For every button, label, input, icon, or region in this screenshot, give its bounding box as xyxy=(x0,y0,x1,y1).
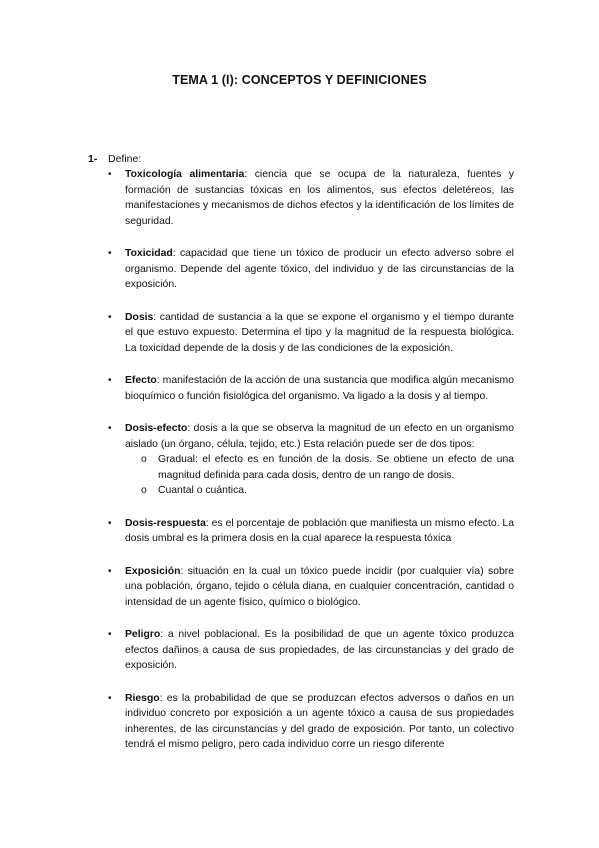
list-item xyxy=(108,246,514,293)
list-item xyxy=(108,516,514,547)
definition-term: Riesgo xyxy=(125,692,160,704)
list-item xyxy=(108,167,514,229)
list-item xyxy=(108,691,514,753)
sub-item-text: Cuantal o cuántica. xyxy=(158,485,247,496)
definition-term: Peligro xyxy=(125,629,161,640)
definition-text: : capacidad que tiene un tóxico de producir un efecto adverso sobre el organismo. Depende del agente tóxico, del individuo y de las circunstancias de la exposición. xyxy=(125,248,514,290)
definition-term: Dosis-efecto xyxy=(125,423,188,434)
section-number: 1- xyxy=(88,153,98,165)
definition-text: : es la probabilidad de que se produzcan efectos adversos o daños en un individuo concreto por exposición a un agente tóxico a causa de sus propiedades inherentes, de las circunstancias y del grado de exposición. Por tanto, un colectivo tendrá el mismo peligro, pero cada individuo corre un riesgo diferente xyxy=(125,692,514,750)
definition-text: : cantidad de sustancia a la que se expone el organismo y el tiempo durante el que estuvo expuesto. Determina el tipo y la magnitud de la respuesta biológica. La toxicidad depende de la dosis y de las condiciones de la exposición. xyxy=(125,311,514,354)
bullet-icon: • xyxy=(108,517,112,529)
sub-list-item xyxy=(141,452,514,483)
bullet-icon: • xyxy=(108,169,112,180)
definition-text: : situación en la cual un tóxico puede incidir (por cualquier vía) sobre una población, órgano, tejido o célula diana, en cualquier concentración, cantidad o intensidad de un agente físico, químico o biológico. xyxy=(125,565,514,608)
list-item xyxy=(108,627,514,674)
section-label: Define: xyxy=(108,153,142,165)
definition-term: Exposición xyxy=(125,565,181,577)
bullet-icon: • xyxy=(108,692,112,704)
definition-term: Dosis xyxy=(125,311,154,323)
bullet-icon: • xyxy=(108,375,112,386)
bullet-icon: • xyxy=(108,248,112,259)
definitions-list xyxy=(0,167,599,770)
definition-term: Toxicología alimentaria xyxy=(125,169,245,180)
page-title: TEMA 1 (I): CONCEPTOS Y DEFINICIONES xyxy=(172,73,427,87)
bullet-icon: • xyxy=(108,311,112,323)
list-item xyxy=(108,564,514,611)
definition-term: Dosis-respuesta xyxy=(125,517,206,529)
definition-text: : manifestación de la acción de una sustancia que modifica algún mecanismo bioquímico o función fisiológica del organismo. Va ligado a la dosis y al tiempo. xyxy=(125,375,514,402)
definition-term: Toxicidad xyxy=(125,248,173,259)
definition-text: : a nivel poblacional. Es la posibilidad de que un agente tóxico produzca efectos dañinos a causa de sus propiedades, de las circunstancias y del grado de exposición. xyxy=(125,629,514,671)
definition-text: : ciencia que se ocupa de la naturaleza, fuentes y formación de sustancias tóxicas en los alimentos, sus efectos deletéreos, las manifestaciones y mecanismos de dichos efectos y la identificación de los límites de seguridad. xyxy=(125,169,514,227)
bullet-icon: • xyxy=(108,423,112,434)
bullet-icon: • xyxy=(108,565,112,577)
bullet-icon: • xyxy=(108,629,112,640)
sub-list-item xyxy=(141,483,514,499)
definition-term: Efecto xyxy=(125,375,157,386)
list-item xyxy=(108,310,514,357)
circle-bullet-icon: o xyxy=(141,454,147,465)
circle-bullet-icon: o xyxy=(141,485,147,496)
sub-item-text: Gradual: el efecto es en función de la dosis. Se obtiene un efecto de una magnitud definida para cada dosis, dentro de un rango de dosis. xyxy=(158,454,514,481)
list-item xyxy=(108,373,514,404)
section-heading xyxy=(88,153,141,165)
list-item xyxy=(108,421,514,499)
definition-text: : dosis a la que se observa la magnitud de un efecto en un organismo aislado (un órgano, célula, tejido, etc.) Esta relación puede ser de dos tipos: xyxy=(125,423,514,450)
definition-text: : es el porcentaje de población que manifiesta un mismo efecto. La dosis umbral es la primera dosis en la cual aparece la respuesta tóxica xyxy=(125,517,514,544)
